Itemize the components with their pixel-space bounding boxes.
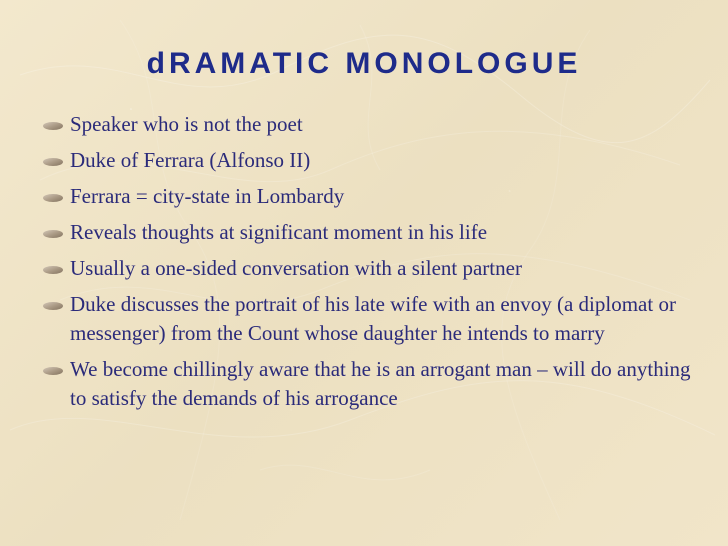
bullet-text: Usually a one-sided conversation with a silent partner: [70, 256, 522, 280]
pebble-icon: [42, 193, 64, 203]
bullet-item: [40, 110, 700, 139]
bullet-list: [40, 110, 700, 420]
pebble-icon: [42, 265, 64, 275]
bullet-text: We become chillingly aware that he is an arrogant man – will do anything to satisfy the demands of his arrogance: [70, 357, 691, 410]
bullet-text: Ferrara = city-state in Lombardy: [70, 184, 345, 208]
bullet-item: [40, 218, 700, 247]
pebble-icon: [42, 301, 64, 311]
bullet-text: Duke of Ferrara (Alfonso II): [70, 148, 311, 172]
slide-title: dRAMATIC MONOLOGUE: [146, 47, 582, 80]
pebble-icon: [42, 121, 64, 131]
pebble-icon: [42, 229, 64, 239]
pebble-icon: [42, 366, 64, 376]
bullet-text: Reveals thoughts at significant moment in his life: [70, 220, 488, 244]
bullet-item: [40, 290, 700, 348]
bullet-text: Duke discusses the portrait of his late wife with an envoy (a diplomat or messenger) from the Count whose daughter he intends to marry: [70, 292, 676, 345]
bullet-item: [40, 182, 700, 211]
bullet-text: Speaker who is not the poet: [70, 112, 303, 136]
bullet-item: [40, 146, 700, 175]
bullet-item: [40, 254, 700, 283]
pebble-icon: [42, 157, 64, 167]
bullet-item: [40, 355, 700, 413]
